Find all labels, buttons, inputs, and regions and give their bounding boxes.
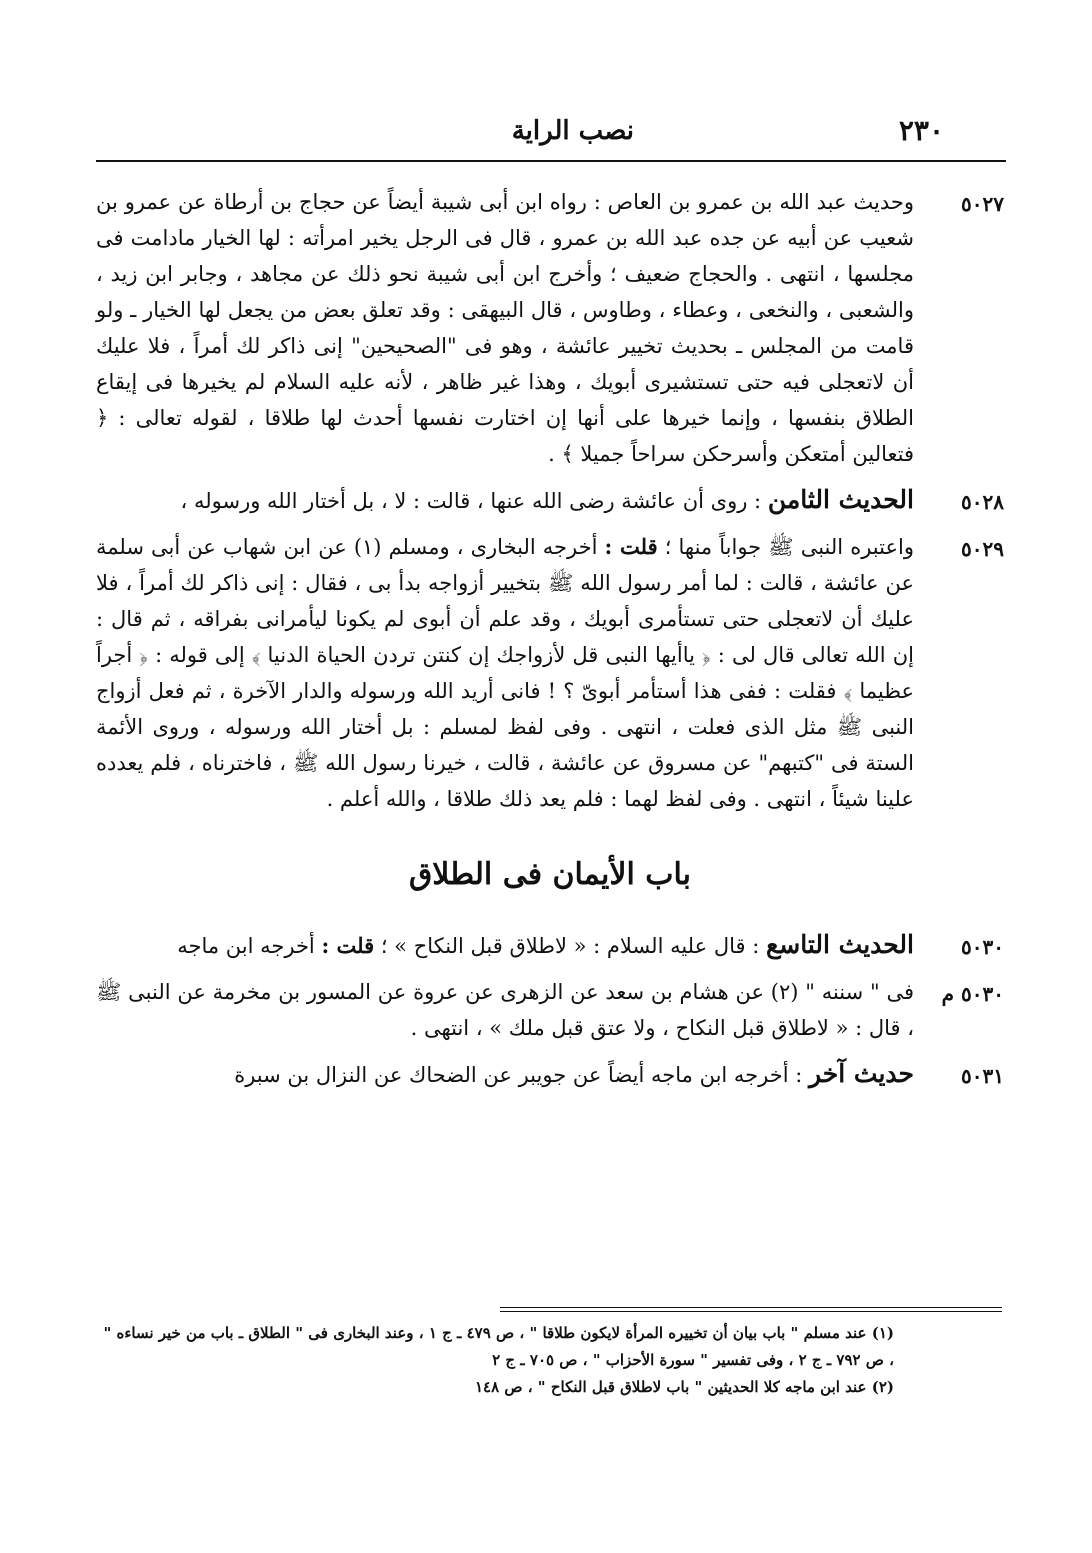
footnote-rule-double bbox=[500, 1311, 1002, 1312]
hadith-entry-5030m bbox=[96, 974, 1004, 1046]
qult-marker: قلت : bbox=[321, 933, 375, 958]
entry-number: ٥٠٢٩ bbox=[961, 537, 1004, 561]
entry-text: : روى أن عائشة رضى الله عنها ، قالت : لا ، بل أختار الله ورسوله ، bbox=[180, 489, 762, 513]
entry-number: ٥٠٢٨ bbox=[961, 490, 1004, 514]
hadith-heading: الحديث الثامن bbox=[767, 485, 914, 514]
header-rule bbox=[96, 160, 1006, 162]
main-text bbox=[96, 184, 1004, 1103]
hadith-entry-5030 bbox=[96, 927, 1004, 964]
section-title: باب الأيمان فى الطلاق bbox=[409, 857, 691, 892]
entry-number: ٥٠٣١ bbox=[961, 1064, 1004, 1088]
qult-marker: قلت : bbox=[604, 534, 658, 559]
hadith-heading: حديث آخر bbox=[809, 1059, 914, 1088]
footnote-rule bbox=[500, 1307, 1002, 1308]
hadith-entry-5027 bbox=[96, 184, 1004, 472]
page-number: ٢٣٠ bbox=[898, 114, 944, 147]
entry-number: ٥٠٢٧ bbox=[961, 192, 1004, 216]
footnote-2: (٢) عند ابن ماجه كلا الحديثين " باب لاطلاق قبل النكاح " ، ص ١٤٨ bbox=[474, 1378, 894, 1396]
hadith-entry-5029 bbox=[96, 529, 1004, 817]
entry-text: : أخرجه ابن ماجه أيضاً عن جويبر عن الضحاك عن النزال بن سبرة bbox=[234, 1063, 803, 1087]
entry-text-rest: أخرجه البخارى ، ومسلم (١) عن ابن شهاب عن أبى سلمة عن عائشة ، قالت : لما أمر رسول الله ﷺ بتخيير أزواجه بدأ بى ، فقال : إنى ذاكر لك أمراً ، فلا عليك أن لاتعجلى حتى تستأمرى أبويك ، وقد علم أن أبوى لم يكونا ليأمرانى بفراقه ، ثم قال : إن الله تعالى قال لى : ﴿ ياأيها النبى قل لأزواجك إن كنتن تردن الحياة الدنيا ﴾ إلى قوله : ﴿ أجراً عظيما ﴾ فقلت : ففى هذا أستأمر أبوىّ ؟ ! فانى أريد الله ورسوله والدار الآخرة ، ثم فعل أزواج النبى ﷺ مثل الذى فعلت ، انتهى . وفى لفظ لمسلم : بل أختار الله ورسوله ، وروى الأئمة الستة فى "كتبهم" عن مسروق عن عائشة ، قالت ، خيرنا رسول الله ﷺ ، فاخترناه ، فلم يعدده علينا شيئاً ، انتهى . وفى لفظ لهما : فلم يعد ذلك طلاقا ، والله أعلم . bbox=[96, 535, 914, 811]
footnote-1: (١) عند مسلم " باب بيان أن تخييره المرأة لايكون طلاقا " ، ص ٤٧٩ ـ ج ١ ، وعند البخارى فى " الطلاق ـ باب من خير نساءه " ، ص ٧٩٢ ـ ج ٢ ، وفى تفسير " سورة الأحزاب " ، ص ٧٠٥ ـ ج ٢ bbox=[103, 1324, 894, 1369]
entry-text: واعتبره النبى ﷺ جواباً منها ؛ bbox=[664, 535, 914, 559]
entry-text: وحديث عبد الله بن عمرو بن العاص : رواه ابن أبى شيبة أيضاً عن حجاج بن أرطاة عن عمرو بن شعيب عن أبيه عن جده عبد الله بن عمرو ، قال فى الرجل يخير امرأته : لها الخيار مادامت فى مجلسها ، انتهى . والحجاج ضعيف ؛ وأخرج ابن أبى شيبة نحو ذلك عن مجاهد ، وجابر ابن زيد ، والشعبى ، والنخعى ، وعطاء ، وطاوس ، قال البيهقى : وقد تعلق بعض من يجعل لها الخيار ـ ولو قامت من المجلس ـ بحديث تخيير عائشة ، وهو فى "الصحيحين" إنى ذاكر لك أمراً ، فلا عليك أن لاتعجلى فيه حتى تستشيرى أبويك ، وهذا غير ظاهر ، لأنه عليه السلام لم يخيرها فى إيقاع الطلاق بنفسها ، وإنما خيرها على أنها إن اختارت نفسها أحدث لها طلاقا ، لقوله تعالى : ﴿ فتعالين أمتعكن وأسرحكن سراحاً جميلا ﴾ . bbox=[96, 190, 914, 466]
entry-number: ٥٠٣٠ bbox=[961, 935, 1004, 959]
running-title: نصب الراية bbox=[511, 116, 634, 146]
hadith-entry-5031 bbox=[96, 1056, 1004, 1093]
entry-text-rest: أخرجه ابن ماجه bbox=[177, 934, 315, 958]
hadith-heading: الحديث التاسع bbox=[765, 930, 914, 959]
hadith-entry-5028 bbox=[96, 482, 1004, 519]
entry-text: : قال عليه السلام : « لاطلاق قبل النكاح » ؛ bbox=[380, 934, 760, 958]
footnotes bbox=[96, 1320, 1004, 1401]
page-header bbox=[98, 110, 1004, 162]
entry-number: ٥٠٣٠ م bbox=[941, 982, 1004, 1006]
entry-text: فى " سننه " (٢) عن هشام بن سعد عن الزهرى عن عروة عن المسور بن مخرمة عن النبى ﷺ ، قال : « لاطلاق قبل النكاح ، ولا عتق قبل ملك » ، انتهى . bbox=[96, 980, 914, 1040]
